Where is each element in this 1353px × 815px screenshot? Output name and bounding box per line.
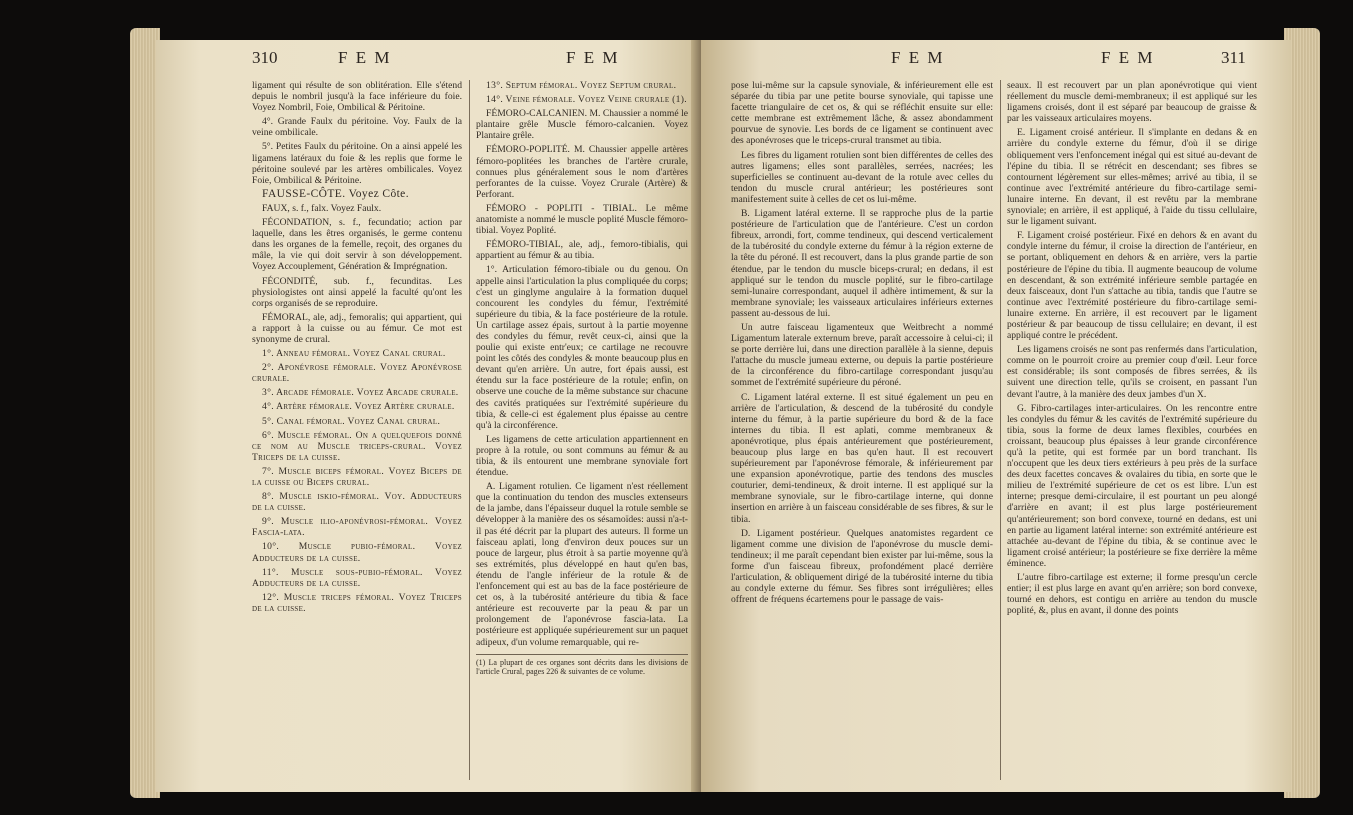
entry-subitem: 5°. Canal fémoral. Voyez Canal crural. — [262, 415, 441, 427]
left-running-head-col2: F E M — [566, 48, 620, 67]
entry-subitem: 13°. Septum fémoral. Voyez Septum crural. — [486, 80, 677, 91]
footnote: (1) La plupart de ces organes sont décrits dans les divisions de l'article Crural, pages 226 & suivantes de ce volume. — [476, 654, 688, 677]
entry-paragraph: Un autre faisceau ligamenteux que Weitbrecht a nommé Ligamentum laterale externum breve, paraît accessoire à celui-ci; il se porte derrière lui, dans une direction parallèle à la sienne, depuis l'attache du muscle jumeau externe, ou depuis la partie postérieure de la circonférence du fibro-cartilage correspondant jusqu'au sommet de l'extrémité supérieure du péroné. — [731, 321, 993, 389]
entry-paragraph: C. Ligament latéral externe. Il est situé également un peu en arrière de l'articulation, & descend de la tubérosité du condyle interne du fémur, à la partie supérieure du bord & de la face internes du tibia. Il est aplati, comme membraneux & aponévrotique, plus épais antérieurement que postérieurement, beaucoup plus large en bas qu'en haut. Il est recouvert supérieurement par l'aponévrose fémorale, & inférieurement par une expansion aponévrotique, partie des tendons des muscles couturier, demi-tendineux, & droit interne. Il est appliqué sur la membrane synoviale, sur le fibro-cartilage interne, qui donne insertion en arrière à un faisceau considérable de ses fibres, & sur le tibia. — [731, 391, 993, 525]
entry-subitem: 6°. Muscle fémoral. On a quelquefois donné ce nom au Muscle triceps-crural. Voyez Triceps de la cuisse. — [252, 429, 462, 463]
entry-subitem: 4°. Artère fémorale. Voyez Artère crurale. — [262, 401, 455, 413]
entry-subitem: 7°. Muscle biceps fémoral. Voyez Biceps de la cuisse ou Biceps crural. — [252, 465, 462, 488]
entry-subitem: 3°. Arcade fémorale. Voyez Arcade crurale. — [262, 387, 459, 399]
entry-paragraph: E. Ligament croisé antérieur. Il s'implante en dedans & en arrière du condyle externe du fémur, d'où il se dirige obliquement vers l'enfoncement inégal qui est situé au-devant de l'épine du tibia. Il se rétrécit en descendant; ses fibres se contournent légèrement sur elles-mêmes; arrivé au tibia, il se continue avec l'extrémité antérieure du fibro-cartilage semi-lunaire interne. En devant, il est revêtu par la membrane synoviale; en arrière, il est appliqué, à l'aide du tissu cellulaire, sur le ligament suivant. — [1007, 127, 1257, 228]
right-running-head: F E M — [891, 48, 945, 67]
entry-subitem: 9°. Muscle ilio-aponévrosi-fémoral. Voyez Fascia-lata. — [252, 516, 462, 539]
entry-paragraph: FÉCONDITÉ, sub. f., fecunditas. Les physiologistes ont ainsi appelé la faculté qu'ont les corps organisés de se reproduire. — [252, 275, 462, 309]
column-divider — [469, 80, 470, 780]
entry-paragraph: Les ligamens croisés ne sont pas renfermés dans l'articulation, comme on le pourroit croire au premier coup d'œil. Leur force est considérable; ils sont composés de fibres serrées, & ils suivent une direction telle, qu'ils se croisent, en passant l'un devant l'autre, à la manière des deux jambes d'un X. — [1007, 344, 1257, 400]
entry-subitem: 1°. Anneau fémoral. Voyez Canal crural. — [262, 348, 446, 360]
entry-paragraph: 1°. Articulation fémoro-tibiale ou du genou. On appelle ainsi l'articulation la plus compliquée du corps; c'est un ginglyme angulaire à la formation duquel concourent les condyles du fémur, l'extrémité supérieure du tibia, & la face postérieure de la rotule. Un cartilage assez épais, surtout à la partie moyenne des condyles du fémur, revêt ceux-ci, ainsi que la poulie qui existe entr'eux; ce cartilage ne recouvre point les côtés des condyles & monte beaucoup plus en devant qu'en arrière. Un autre, fort épais aussi, est étendu sur la face postérieure de la rotule; enfin, on observe une couche de la même substance sur chacune des cavités pratiquées sur l'extrémité supérieure du tibia, & celle-ci est également plus épaisse au centre qu'à la circonférence. — [476, 264, 688, 431]
entry-paragraph: B. Ligament latéral externe. Il se rapproche plus de la partie postérieure de l'articulation que de l'antérieure. C'est un cordon fibreux, arrondi, fort, comme tendineux, qui descend verticalement de la tubérosité du condyle externe du fémur à la région externe de la tête du péroné. Il est recouvert, dans la plus grande partie de son étendue, par le tendon du muscle biceps-crural; en dedans, il est appliqué sur le tendon du muscle poplité, sur le fibro-cartilage semi-lunaire correspondant, auquel il adhère intimement, & sur la membrane synoviale; les vaisseaux articulaires inférieurs externes passent au-dessous de lui. — [731, 208, 993, 319]
entry-paragraph: F. Ligament croisé postérieur. Fixé en dehors & en avant du condyle interne du fémur, il croise la direction de l'antérieur, en se portant, obliquement en dehors & en arrière, vers la partie postérieure de l'épine du tibia. Il augmente beaucoup de volume en descendant, & son extrémité inférieure semble partagée en deux faisceaux, dont l'un s'attache au tibia, tandis que l'autre se continue avec l'extrémité postérieure du fibro-cartilage semi-lunaire externe. En arrière, il est recouvert par le ligament postérieur & par beaucoup de tissu cellulaire; en devant, il est appliqué contre le précédent. — [1007, 230, 1257, 342]
entry-paragraph: 5°. Petites Faulx du péritoine. On a ainsi appelé les ligamens latéraux du foie & les replis que forme le péritoine soulevé par les artères ombilicales. Voyez Foie, Ombilical & Péritoine. — [252, 141, 462, 186]
entry-subitem: 10°. Muscle pubio-fémoral. Voyez Adducteurs de la cuisse. — [252, 541, 462, 564]
open-book — [130, 18, 1320, 808]
right-running-head-col2: F E M — [1101, 48, 1155, 67]
entry-paragraph: pose lui-même sur la capsule synoviale, & inférieurement elle est séparée du tibia par une petite bourse synoviale, qui tapisse une facette triangulaire de cet os, & qui se réfléchit ensuite sur elle: cette membrane est extrêmement lâche, & assez abondamment pourvue de synovie. Les bords de ce ligament se continuent avec des aponévroses que le triceps-crural transmet au tibia. — [731, 80, 993, 147]
entry-paragraph: FÉMORO-CALCANIEN. M. Chaussier a nommé le plantaire grêle Muscle fémoro-calcanien. Voyez Plantaire grêle. — [476, 108, 688, 142]
left-page-number: 310 — [252, 48, 278, 67]
left-column-2 — [476, 80, 688, 677]
entry-paragraph: FAUX, s. f., falx. Voyez Faulx. — [262, 202, 382, 214]
entry-subitem: 12°. Muscle triceps fémoral. Voyez Triceps de la cuisse. — [252, 591, 462, 614]
entry-subitem: 11°. Muscle sous-pubio-fémoral. Voyez Adducteurs de la cuisse. — [252, 566, 462, 589]
right-column-2 — [1007, 80, 1257, 619]
column-divider — [1000, 80, 1001, 780]
entry-subitem: 2°. Aponévrose fémorale. Voyez Aponévrose crurale. — [252, 362, 462, 385]
entry-paragraph: seaux. Il est recouvert par un plan aponévrotique qui vient réellement du muscle demi-membraneux; il est appliqué sur les ligamens croisés, dont il est séparé par beaucoup de graisse & par les vaisseaux articulaires moyens. — [1007, 80, 1257, 125]
right-page — [701, 40, 1291, 792]
entry-headword: FAUSSE-CÔTE. Voyez Côte. — [262, 187, 409, 200]
entry-paragraph: ligament qui résulte de son oblitération. Elle s'étend depuis le nombril jusqu'à la face inférieure du foie. Voyez Nombril, Foie, Ombilical & Péritoine. — [252, 80, 462, 114]
entry-paragraph: FÉMORAL, ale, adj., femoralis; qui appartient, qui a rapport à la cuisse ou au fémur. Ce mot est synonyme de crural. — [252, 311, 462, 345]
entry-paragraph: D. Ligament postérieur. Quelques anatomistes regardent ce ligament comme une division de l'aponévrose du muscle demi-tendineux; il me paraît cependant bien exister par lui-même, sous la forme d'un faisceau fibreux, profondément placé derrière l'articulation, & obliquement dirigé de la tubérosité interne du tibia au condyle externe du fémur. Ses fibres sont irrégulières; elles offrent de fréquens écartemens pour le passage de vais- — [731, 527, 993, 606]
right-page-number: 311 — [1221, 48, 1246, 67]
entry-subitem: 8°. Muscle iskio-fémoral. Voy. Adducteurs de la cuisse. — [252, 491, 462, 514]
entry-paragraph: FÉMORO-TIBIAL, ale, adj., femoro-tibialis, qui appartient au fémur & au tibia. — [476, 239, 688, 262]
left-page — [156, 40, 701, 792]
entry-paragraph: FÉMORO-POPLITÉ. M. Chaussier appelle artères fémoro-poplitées les branches de l'artère crurale, connues plus généralement sous le nom d'artères perforantes de la cuisse. Voyez Crurale (Artère) & Perforant. — [476, 144, 688, 200]
entry-paragraph: FÉCONDATION, s. f., fecundatio; action par laquelle, dans les êtres organisés, le germe contenu dans les organes de la femelle, reçoit, des organes du mâle, la vie qui doit servir à son développement. Voyez Accouplement, Génération & Imprégnation. — [252, 217, 462, 273]
entry-paragraph: A. Ligament rotulien. Ce ligament n'est réellement que la continuation du tendon des muscles extenseurs de la jambe, dans l'épaisseur duquel la rotule semble se développer à la manière des os sésamoïdes: aussi n'a-t-il pas été décrit par la plupart des auteurs. Il forme un faisceau aplati, long d'environ deux pouces sur un pouce de largeur, plus étroit à sa partie moyenne qu'à ses extrémités, plus développé en haut qu'en bas, étendu de l'angle inférieur de la rotule & de l'enfoncement qui est au bas de la face postérieure de cet os, à la tubérosité antérieure du tibia & face antérieure est recouverte par la peau & par un prolongement de l'aponévrose fascia-lata. La postérieure est appliquée supérieurement sur un paquet adipeux, d'un volume remarquable, qui re- — [476, 481, 688, 648]
entry-paragraph: 4°. Grande Faulx du péritoine. Voy. Faulx de la veine ombilicale. — [252, 116, 462, 139]
left-column-1 — [252, 80, 462, 617]
entry-paragraph: Les fibres du ligament rotulien sont bien différentes de celles des autres ligamens; elles sont parallèles, serrées, nacrées; les superficielles se continuent au-devant de la rotule avec celles du tendon du muscle crural antérieur; les postérieures sont manifestement suite à celles de cet os lui-même. — [731, 149, 993, 205]
left-running-head: F E M — [338, 48, 392, 67]
entry-paragraph: Les ligamens de cette articulation appartiennent en propre à la rotule, ou sont communs au fémur & au tibia, & ils entourent une membrane synoviale fort étendue. — [476, 433, 688, 479]
entry-paragraph: L'autre fibro-cartilage est externe; il forme presqu'un cercle entier; il est plus large en avant qu'en arrière; son bord convexe, tourné en dehors, est contigu en arrière au tendon du muscle poplité, &, plus en avant, il donne des points — [1007, 572, 1257, 617]
right-column-1 — [731, 80, 993, 608]
entry-paragraph: G. Fibro-cartilages inter-articulaires. On les rencontre entre les condyles du fémur & les cavités de l'extrémité supérieure du tibia, sous la forme de deux lames flexibles, courbées en croissant, beaucoup plus épaisses à leur grande circonférence qu'à la petite, qui est formée par un bord tranchant. Ils n'occupent que les deux tiers extérieurs à peu près de la surface des deux facettes concaves & ovalaires du tibia, en sorte que le milieu de l'extrémité supérieure de cet os est libre. L'un est interne; presque demi-circulaire, il est pourtant un peu alongé d'arrière en avant; il est plus large postérieurement qu'antérieurement; son bord convexe, tourné en dedans, est uni en partie au ligament latéral interne: son extrémité antérieure est attachée au-devant de l'épine du tibia, & se continue avec le ligament croisé antérieur; la postérieure se fixe derrière la même éminence. — [1007, 402, 1257, 569]
entry-paragraph: FÉMORO - POPLITI - TIBIAL. Le même anatomiste a nommé le muscle poplité Muscle fémoro-tibial. Voyez Poplité. — [476, 202, 688, 237]
entry-subitem: 14°. Veine fémorale. Voyez Veine crurale (1). — [486, 94, 687, 106]
